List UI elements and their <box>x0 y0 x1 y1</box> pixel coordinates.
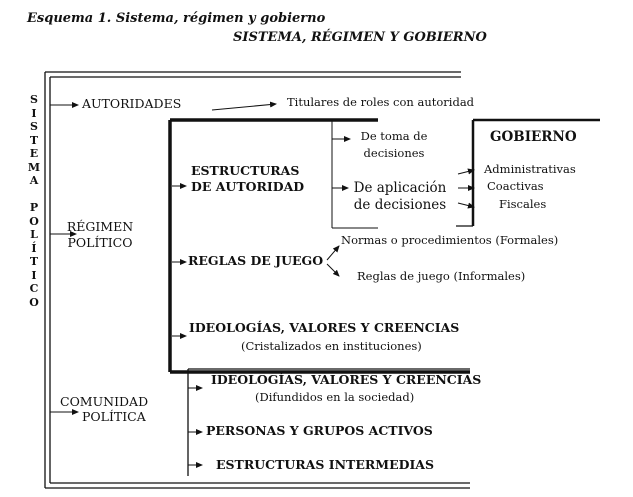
label-gobierno: GOBIERNO <box>490 129 577 145</box>
arrow-informales <box>327 264 339 276</box>
label-reglas-juego: REGLAS DE JUEGO <box>188 253 324 268</box>
vertical-letter: T <box>29 133 39 147</box>
vertical-letter: P <box>29 201 39 214</box>
vertical-letter: S <box>30 93 38 106</box>
vertical-letter: I <box>31 106 37 120</box>
label-fiscales: Fiscales <box>499 197 547 211</box>
vertical-letter: T <box>29 255 39 268</box>
label-autoridades: AUTORIDADES <box>82 96 182 111</box>
label-ideologias-2-sub: (Difundidos en la sociedad) <box>255 390 415 404</box>
vertical-letter: C <box>29 282 39 295</box>
vertical-letter: L <box>30 228 38 241</box>
vertical-letter: I <box>31 268 37 282</box>
vertical-letter: M <box>27 160 41 174</box>
label-comunidad-line1: COMUNIDAD <box>60 394 149 409</box>
label-regimen-line2: POLÍTICO <box>67 235 133 250</box>
label-ideologias-1-title: IDEOLOGÍAS, VALORES Y CREENCIAS <box>189 320 460 335</box>
label-personas: PERSONAS Y GRUPOS ACTIVOS <box>206 423 433 438</box>
label-aplicacion-line2: de decisiones <box>353 197 447 213</box>
diagram-title: SISTEMA, RÉGIMEN Y GOBIERNO <box>233 30 487 45</box>
label-aplicacion-line1: De aplicación <box>353 180 447 196</box>
vertical-letter: E <box>29 147 39 160</box>
label-reglas-informales: Reglas de juego (Informales) <box>357 269 526 283</box>
label-comunidad-line2: POLÍTICA <box>82 409 146 424</box>
arrow-normas <box>327 246 339 260</box>
label-estructuras-line1: ESTRUCTURAS <box>191 163 300 178</box>
vertical-letter: S <box>30 120 38 133</box>
label-normas-formales: Normas o procedimientos (Formales) <box>341 233 559 247</box>
vertical-letter: A <box>29 174 39 187</box>
arrow-administrativas <box>458 170 474 174</box>
label-estructuras-line2: DE AUTORIDAD <box>191 179 305 194</box>
label-estructuras-intermedias: ESTRUCTURAS INTERMEDIAS <box>216 457 435 472</box>
label-ideologias-2-title: IDEOLOGÍAS, VALORES Y CREENCIAS <box>211 372 482 387</box>
arrow-fiscales <box>458 203 474 207</box>
label-ideologias-1-sub: (Cristalizados en instituciones) <box>241 339 422 353</box>
vertical-label-sistema-politico <box>27 93 41 309</box>
vertical-letter <box>27 188 41 202</box>
label-administrativas: Administrativas <box>484 162 576 176</box>
vertical-letter: O <box>29 214 39 228</box>
figure-caption: Esquema 1. Sistema, régimen y gobierno <box>27 11 326 26</box>
label-regimen-line1: RÉGIMEN <box>66 219 134 234</box>
vertical-letter: O <box>29 295 39 309</box>
label-titulares: Titulares de roles con autoridad <box>287 95 475 109</box>
arrow-titulares <box>212 104 276 110</box>
vertical-letter: Í <box>31 241 37 255</box>
label-coactivas: Coactivas <box>487 179 544 193</box>
label-toma-line2: decisiones <box>363 146 425 160</box>
label-toma-line1: De toma de <box>360 129 428 143</box>
